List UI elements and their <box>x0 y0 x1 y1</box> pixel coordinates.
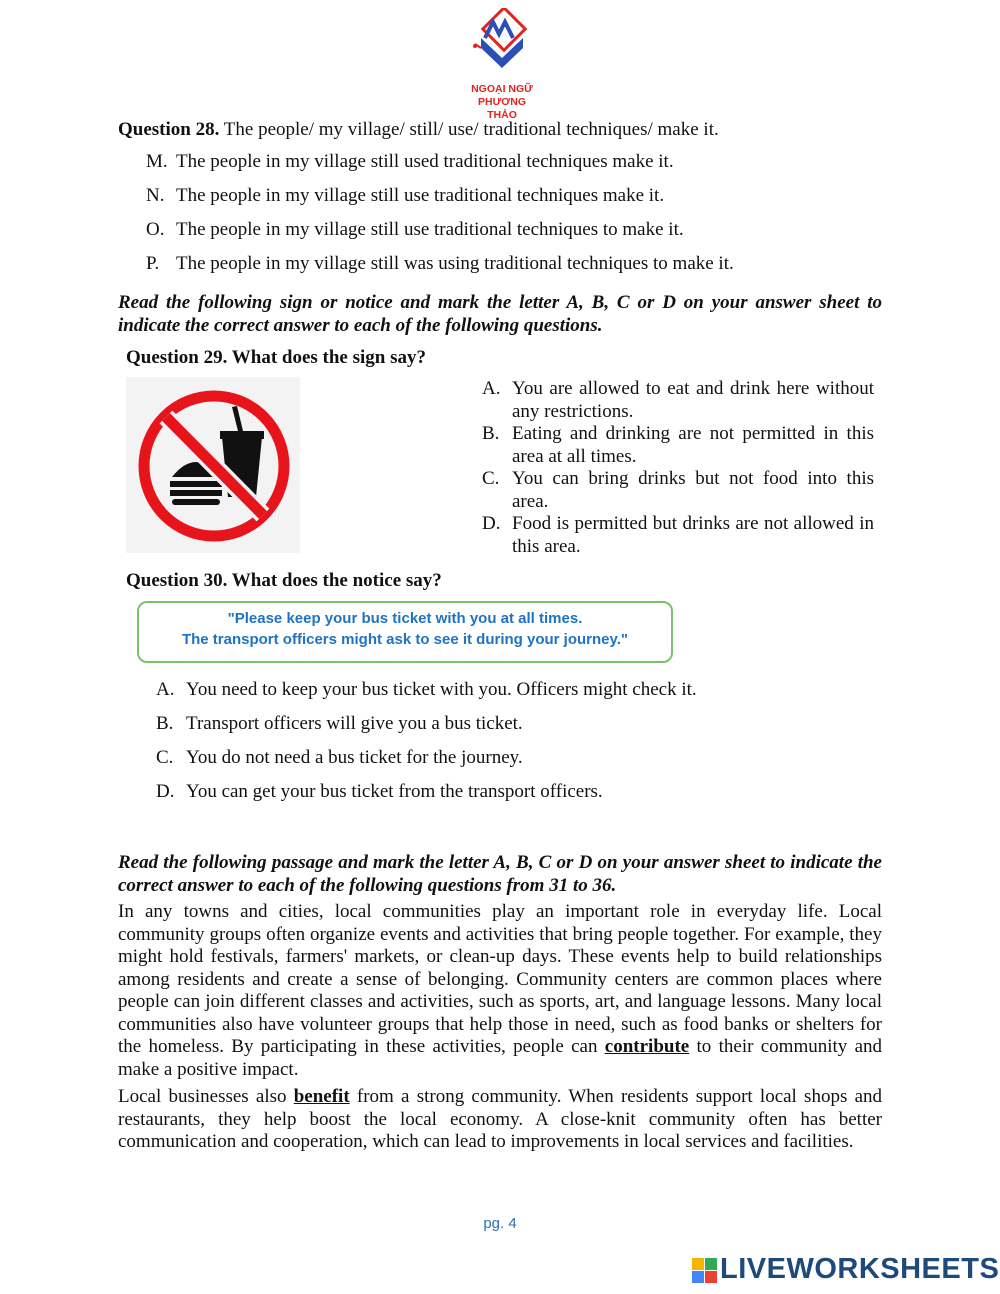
q29-options <box>482 378 874 558</box>
q30-option-b[interactable] <box>156 712 523 736</box>
q30-option-a[interactable] <box>156 678 697 702</box>
passage-paragraph-2 <box>118 1086 882 1154</box>
no-food-drink-icon <box>126 377 300 553</box>
q29-option-b[interactable] <box>482 423 874 468</box>
bus-ticket-notice <box>137 601 673 663</box>
q28-option-m[interactable] <box>146 150 674 174</box>
q29-option-d[interactable] <box>482 513 874 558</box>
q28-option-n[interactable] <box>146 184 664 208</box>
liveworksheets-brand[interactable]: LIVEWORKSHEETS <box>720 1253 1000 1285</box>
option-text: You do not need a bus ticket for the journey. <box>186 747 523 768</box>
underlined-word-contribute: contribute <box>604 1036 690 1057</box>
option-text: Transport officers will give you a bus ticket. <box>186 713 523 734</box>
notice-line-2: The transport officers might ask to see it during your journey." <box>181 631 629 648</box>
option-letter: P. <box>146 253 160 274</box>
liveworksheets-logo-icon <box>692 1258 718 1284</box>
question-28-label: Question 28. <box>118 119 220 140</box>
option-letter: B. <box>482 423 500 444</box>
question-30-label: Question 30. What does the notice say? <box>126 570 442 591</box>
option-text: Food is permitted but drinks are not allowed in this area. <box>512 513 874 557</box>
option-letter: B. <box>156 713 174 734</box>
instruction-sign-notice: Read the following sign or notice and mark the letter A, B, C or D on your answer sheet to indicate the correct answer to each of the following questions. <box>118 292 882 336</box>
option-text: The people in my village still was using traditional techniques to make it. <box>176 253 734 274</box>
option-letter: C. <box>156 747 174 768</box>
mt-logo-icon <box>467 8 537 78</box>
option-letter: D. <box>482 513 501 534</box>
option-letter: O. <box>146 219 165 240</box>
option-text: Eating and drinking are not permitted in this area at all times. <box>512 423 874 467</box>
option-text: The people in my village still use traditional techniques to make it. <box>176 219 684 240</box>
passage-text: to their community and make a positive impact. <box>118 1036 883 1080</box>
passage-text: In any towns and cities, local communities play an important role in everyday life. Local community groups often organize events and activities that bring people together. For example, they might hold festivals, farmers' markets, or clean-up days. These events help to build relationships among residents and create a sense of belonging. Community centers are common places where people can join different classes and activities, such as sports, art, and language lessons. Many local communities also have volunteer groups that help those in need, such as food banks or shelters for the homeless. By participating in these activities, people can <box>118 901 882 1057</box>
option-letter: A. <box>156 679 175 700</box>
logo-line-1: NGOẠI NGỮ <box>471 83 533 95</box>
underlined-word-benefit: benefit <box>293 1086 350 1107</box>
option-letter: A. <box>482 378 501 399</box>
option-text: The people in my village still use traditional techniques make it. <box>176 185 665 206</box>
option-letter: C. <box>482 468 500 489</box>
passage-text: from a strong community. When residents support local shops and restaurants, they help boost the local economy. A close-knit community often has better communication and cooperation, which can lead to improvements in local services and facilities. <box>118 1086 882 1152</box>
q30-option-c[interactable] <box>156 746 523 770</box>
option-text: You can get your bus ticket from the transport officers. <box>186 781 603 802</box>
no-food-drink-sign <box>126 377 300 553</box>
instruction-passage: Read the following passage and mark the letter A, B, C or D on your answer sheet to indicate the correct answer to each of the following questions from 31 to 36. <box>118 852 882 896</box>
q28-option-o[interactable] <box>146 218 684 242</box>
publisher-logo <box>462 8 542 121</box>
option-letter: D. <box>156 781 175 802</box>
option-letter: N. <box>146 185 165 206</box>
q30-option-d[interactable] <box>156 780 603 804</box>
q29-option-a[interactable] <box>482 378 874 423</box>
logo-line-2: PHƯƠNG THẢO <box>477 96 526 121</box>
question-29-label: Question 29. What does the sign say? <box>126 347 427 368</box>
passage-paragraph-1 <box>118 901 882 1081</box>
question-28-prompt <box>118 118 719 142</box>
option-text: You are allowed to eat and drink here without any restrictions. <box>512 378 874 422</box>
option-letter: M. <box>146 151 168 172</box>
option-text: You need to keep your bus ticket with you. Officers might check it. <box>186 679 697 700</box>
option-text: You can bring drinks but not food into this area. <box>512 468 874 512</box>
notice-line-1: "Please keep your bus ticket with you at all times. <box>227 610 583 627</box>
question-28-text: The people/ my village/ still/ use/ traditional techniques/ make it. <box>223 119 719 140</box>
option-text: The people in my village still used traditional techniques make it. <box>176 151 674 172</box>
page-number: pg. 4 <box>483 1215 517 1232</box>
q29-option-c[interactable] <box>482 468 874 513</box>
q28-option-p[interactable] <box>146 252 734 276</box>
passage-text: Local businesses also <box>118 1086 287 1107</box>
